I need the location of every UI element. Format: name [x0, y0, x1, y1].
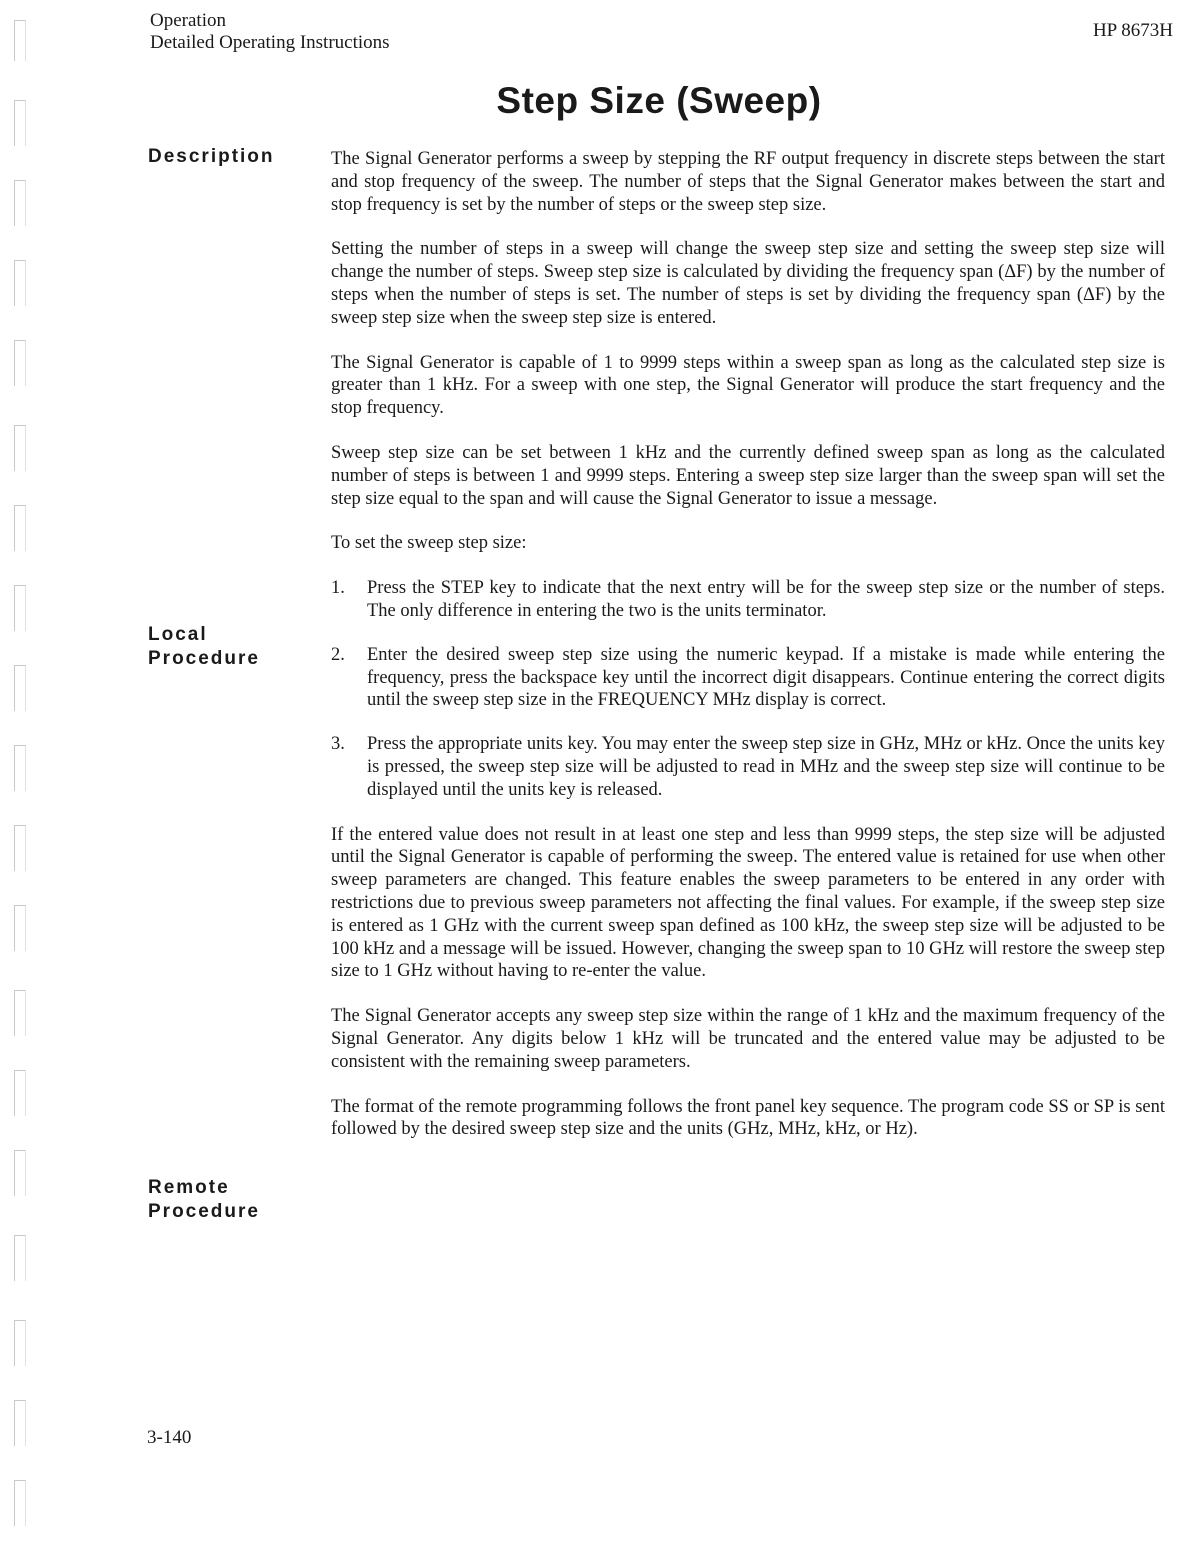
remote-label-line1: Remote — [148, 1177, 230, 1198]
list-item — [331, 577, 1165, 623]
remote-procedure-label — [148, 1176, 260, 1224]
binding-mark — [14, 1150, 26, 1196]
binding-mark — [14, 425, 26, 471]
local-procedure-label — [148, 623, 260, 671]
binding-mark — [14, 1480, 26, 1526]
binding-mark — [14, 745, 26, 791]
description-paragraph: The Signal Generator is capable of 1 to 9999 steps within a sweep span as long as the calculated step size is greater than 1 kHz. For a sweep with one step, the Signal Generator will produce the start frequency and the stop frequency. — [331, 352, 1165, 419]
description-label: Description — [148, 146, 275, 167]
description-paragraph: Sweep step size can be set between 1 kHz and the currently defined sweep span as long as the calculated number of steps is between 1 and 9999 steps. Entering a sweep step size larger than the sweep span will set the step size equal to the span and will cause the Signal Generator to issue a message. — [331, 442, 1165, 509]
step-number: 2. — [331, 644, 345, 665]
local-steps-list — [331, 577, 1165, 801]
binding-mark — [14, 1070, 26, 1116]
binding-mark — [14, 180, 26, 226]
description-paragraph: The Signal Generator performs a sweep by stepping the RF output frequency in discrete steps between the start and stop frequency of the sweep. The number of steps that the Signal Generator makes between the start and stop frequency is set by the number of steps or the sweep step size. — [331, 149, 1165, 215]
binding-mark — [14, 1235, 26, 1281]
running-header — [150, 10, 390, 54]
local-label-line2: Procedure — [148, 648, 260, 669]
local-intro: To set the sweep step size: — [331, 533, 527, 554]
body-text — [331, 148, 1165, 1163]
binding-mark — [14, 825, 26, 871]
page-number: 3-140 — [147, 1427, 192, 1448]
binding-mark — [14, 585, 26, 631]
local-closing-paragraph: If the entered value does not result in at least one step and less than 9999 steps, the step size will be adjusted until the Signal Generator is capable of performing the sweep. The entered value is retained for use when other sweep parameters are changed. This feature enables the sweep parameters to be entered in any order with restrictions due to previous sweep parameters not affecting the final values. For example, if the sweep step size is entered as 1 GHz with the current sweep span defined as 100 kHz, the sweep step size will be adjusted to be 100 kHz and a message will be issued. However, changing the sweep span to 10 GHz will restore the sweep step size to 1 GHz without having to re-enter the value. — [331, 824, 1165, 982]
binding-mark — [14, 340, 26, 386]
step-number: 3. — [331, 734, 345, 755]
binding-mark — [14, 260, 26, 306]
binding-mark — [14, 990, 26, 1036]
step-text: Press the STEP key to indicate that the next entry will be for the sweep step size or the number of steps. The only difference in entering the two is the units terminator. — [367, 578, 1165, 621]
binding-mark — [14, 20, 26, 61]
header-subsection: Detailed Operating Instructions — [150, 32, 390, 53]
binding-mark — [14, 665, 26, 711]
remote-label-line2: Procedure — [148, 1201, 260, 1222]
header-section: Operation — [150, 10, 226, 31]
step-number: 1. — [331, 578, 345, 599]
remote-paragraph: The Signal Generator accepts any sweep step size within the range of 1 kHz and the maximum frequency of the Signal Generator. Any digits below 1 kHz will be truncated and the entered value may be adjusted to be consistent with the remaining sweep parameters. — [331, 1006, 1165, 1072]
local-label-line1: Local — [148, 624, 208, 645]
list-item — [331, 733, 1165, 801]
binding-mark — [14, 905, 26, 951]
description-paragraph: Setting the number of steps in a sweep will change the sweep step size and setting the sweep step size will change the number of steps. Sweep step size is calculated by dividing the frequency span (ΔF) by the number of steps when the number of steps is set. The number of steps is set by dividing the frequency span (ΔF) by the sweep step size when the sweep step size is entered. — [331, 239, 1165, 328]
list-item — [331, 644, 1165, 712]
step-text: Enter the desired sweep step size using the numeric keypad. If a mistake is made while entering the frequency, press the backspace key until the incorrect digit disappears. Continue entering the correct digits until the sweep step size in the FREQUENCY MHz display is correct. — [367, 644, 1165, 711]
binding-mark — [14, 1320, 26, 1366]
binding-mark — [14, 505, 26, 551]
remote-paragraph: The format of the remote programming follows the front panel key sequence. The program code SS or SP is sent followed by the desired sweep step size and the units (GHz, MHz, kHz, or Hz). — [331, 1096, 1165, 1140]
header-model: HP 8673H — [1092, 20, 1173, 41]
page-title: Step Size (Sweep) — [496, 80, 822, 121]
step-text: Press the appropriate units key. You may enter the sweep step size in GHz, MHz or kHz. Once the units key is pressed, the sweep step size will be adjusted to read in MHz and the sweep step size will continue to be displayed until the units key is released. — [367, 734, 1165, 800]
binding-mark — [14, 1400, 26, 1446]
